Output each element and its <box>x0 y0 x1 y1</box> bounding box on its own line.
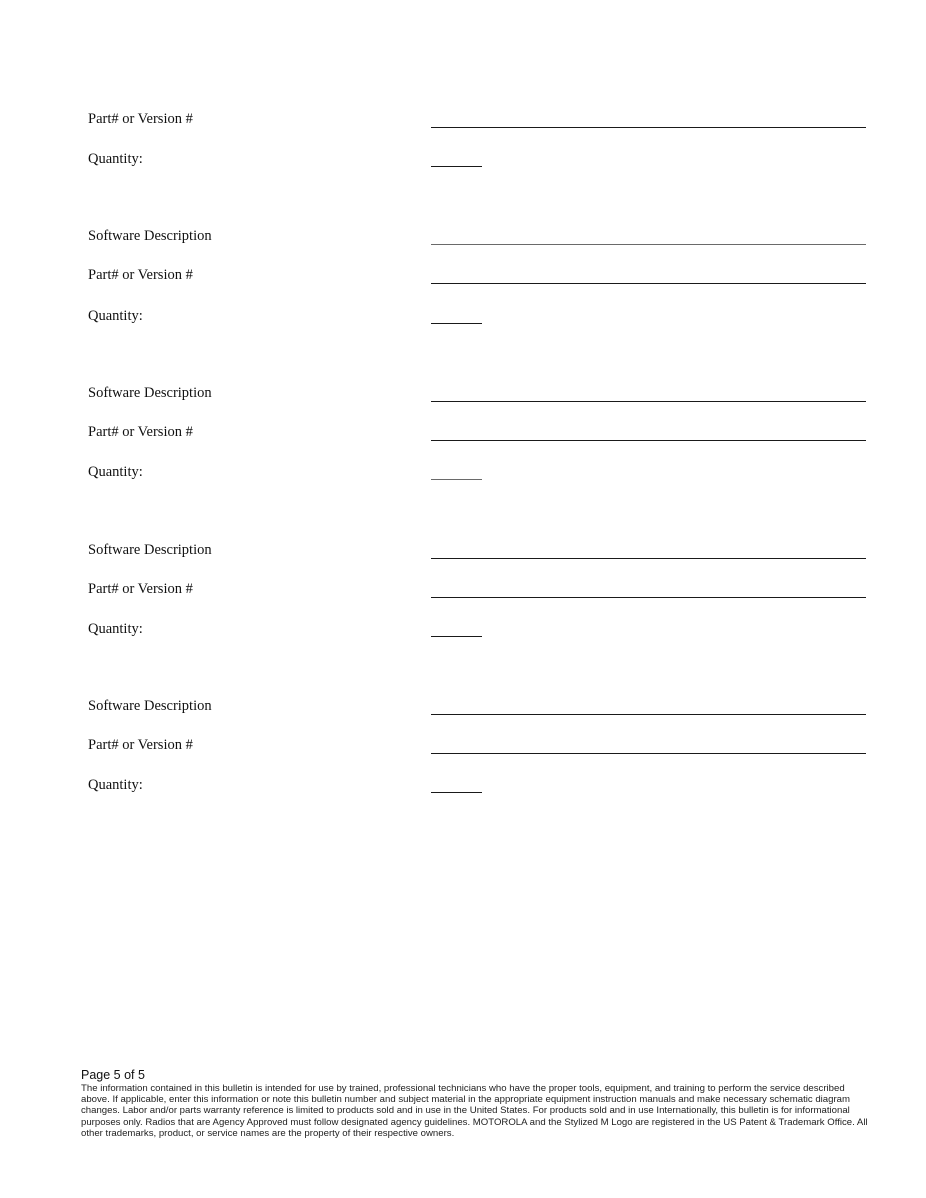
software-description-fill-line[interactable] <box>431 558 866 559</box>
part-version-label: Part# or Version # <box>88 267 193 283</box>
software-description-fill-line[interactable] <box>431 401 866 402</box>
part-version-row <box>88 737 868 761</box>
software-description-fill-line[interactable] <box>431 244 866 245</box>
quantity-label: Quantity: <box>88 777 143 793</box>
software-description-fill-line[interactable] <box>431 714 866 715</box>
disclaimer-text: The information contained in this bulletin is intended for use by trained, professional technicians who have the proper tools, equipment, and training to perform the service described above. If applicable, enter this information or note this bulletin number and subject material in the appropriate equipment instruction manuals and make necessary schematic diagram changes. Labor and/or parts warranty reference is limited to products sold and in use in the United States. For products sold and in use Internationally, this bulletin is for informational purposes only. Radios that are Agency Approved must follow designated agency guidelines. MOTOROLA and the Stylized M Logo are registered in the US Patent & Trademark Office. All other trademarks, product, or service names are the property of their respective owners. <box>81 1083 868 1139</box>
software-description-label: Software Description <box>88 385 212 401</box>
page-footer <box>81 1068 871 1139</box>
part-version-label: Part# or Version # <box>88 737 193 753</box>
software-description-label: Software Description <box>88 228 212 244</box>
software-description-row <box>88 385 868 409</box>
part-version-label: Part# or Version # <box>88 111 193 127</box>
part-version-fill-line[interactable] <box>431 283 866 284</box>
part-version-fill-line[interactable] <box>431 127 866 128</box>
software-description-row <box>88 542 868 566</box>
page-number: Page 5 of 5 <box>81 1068 145 1082</box>
part-version-label: Part# or Version # <box>88 424 193 440</box>
quantity-label: Quantity: <box>88 308 143 324</box>
part-version-fill-line[interactable] <box>431 440 866 441</box>
software-description-row <box>88 698 868 722</box>
quantity-fill-line[interactable] <box>431 323 482 324</box>
quantity-row <box>88 151 868 175</box>
part-version-row <box>88 424 868 448</box>
quantity-fill-line[interactable] <box>431 479 482 480</box>
software-description-label: Software Description <box>88 698 212 714</box>
quantity-label: Quantity: <box>88 151 143 167</box>
quantity-fill-line[interactable] <box>431 636 482 637</box>
quantity-row <box>88 777 868 801</box>
part-version-row <box>88 581 868 605</box>
part-version-row <box>88 267 868 291</box>
quantity-label: Quantity: <box>88 464 143 480</box>
quantity-label: Quantity: <box>88 621 143 637</box>
quantity-row <box>88 308 868 332</box>
part-version-fill-line[interactable] <box>431 597 866 598</box>
quantity-fill-line[interactable] <box>431 792 482 793</box>
software-description-label: Software Description <box>88 542 212 558</box>
quantity-row <box>88 621 868 645</box>
quantity-row <box>88 464 868 488</box>
part-version-row <box>88 111 868 135</box>
software-description-row <box>88 228 868 252</box>
part-version-label: Part# or Version # <box>88 581 193 597</box>
part-version-fill-line[interactable] <box>431 753 866 754</box>
quantity-fill-line[interactable] <box>431 166 482 167</box>
